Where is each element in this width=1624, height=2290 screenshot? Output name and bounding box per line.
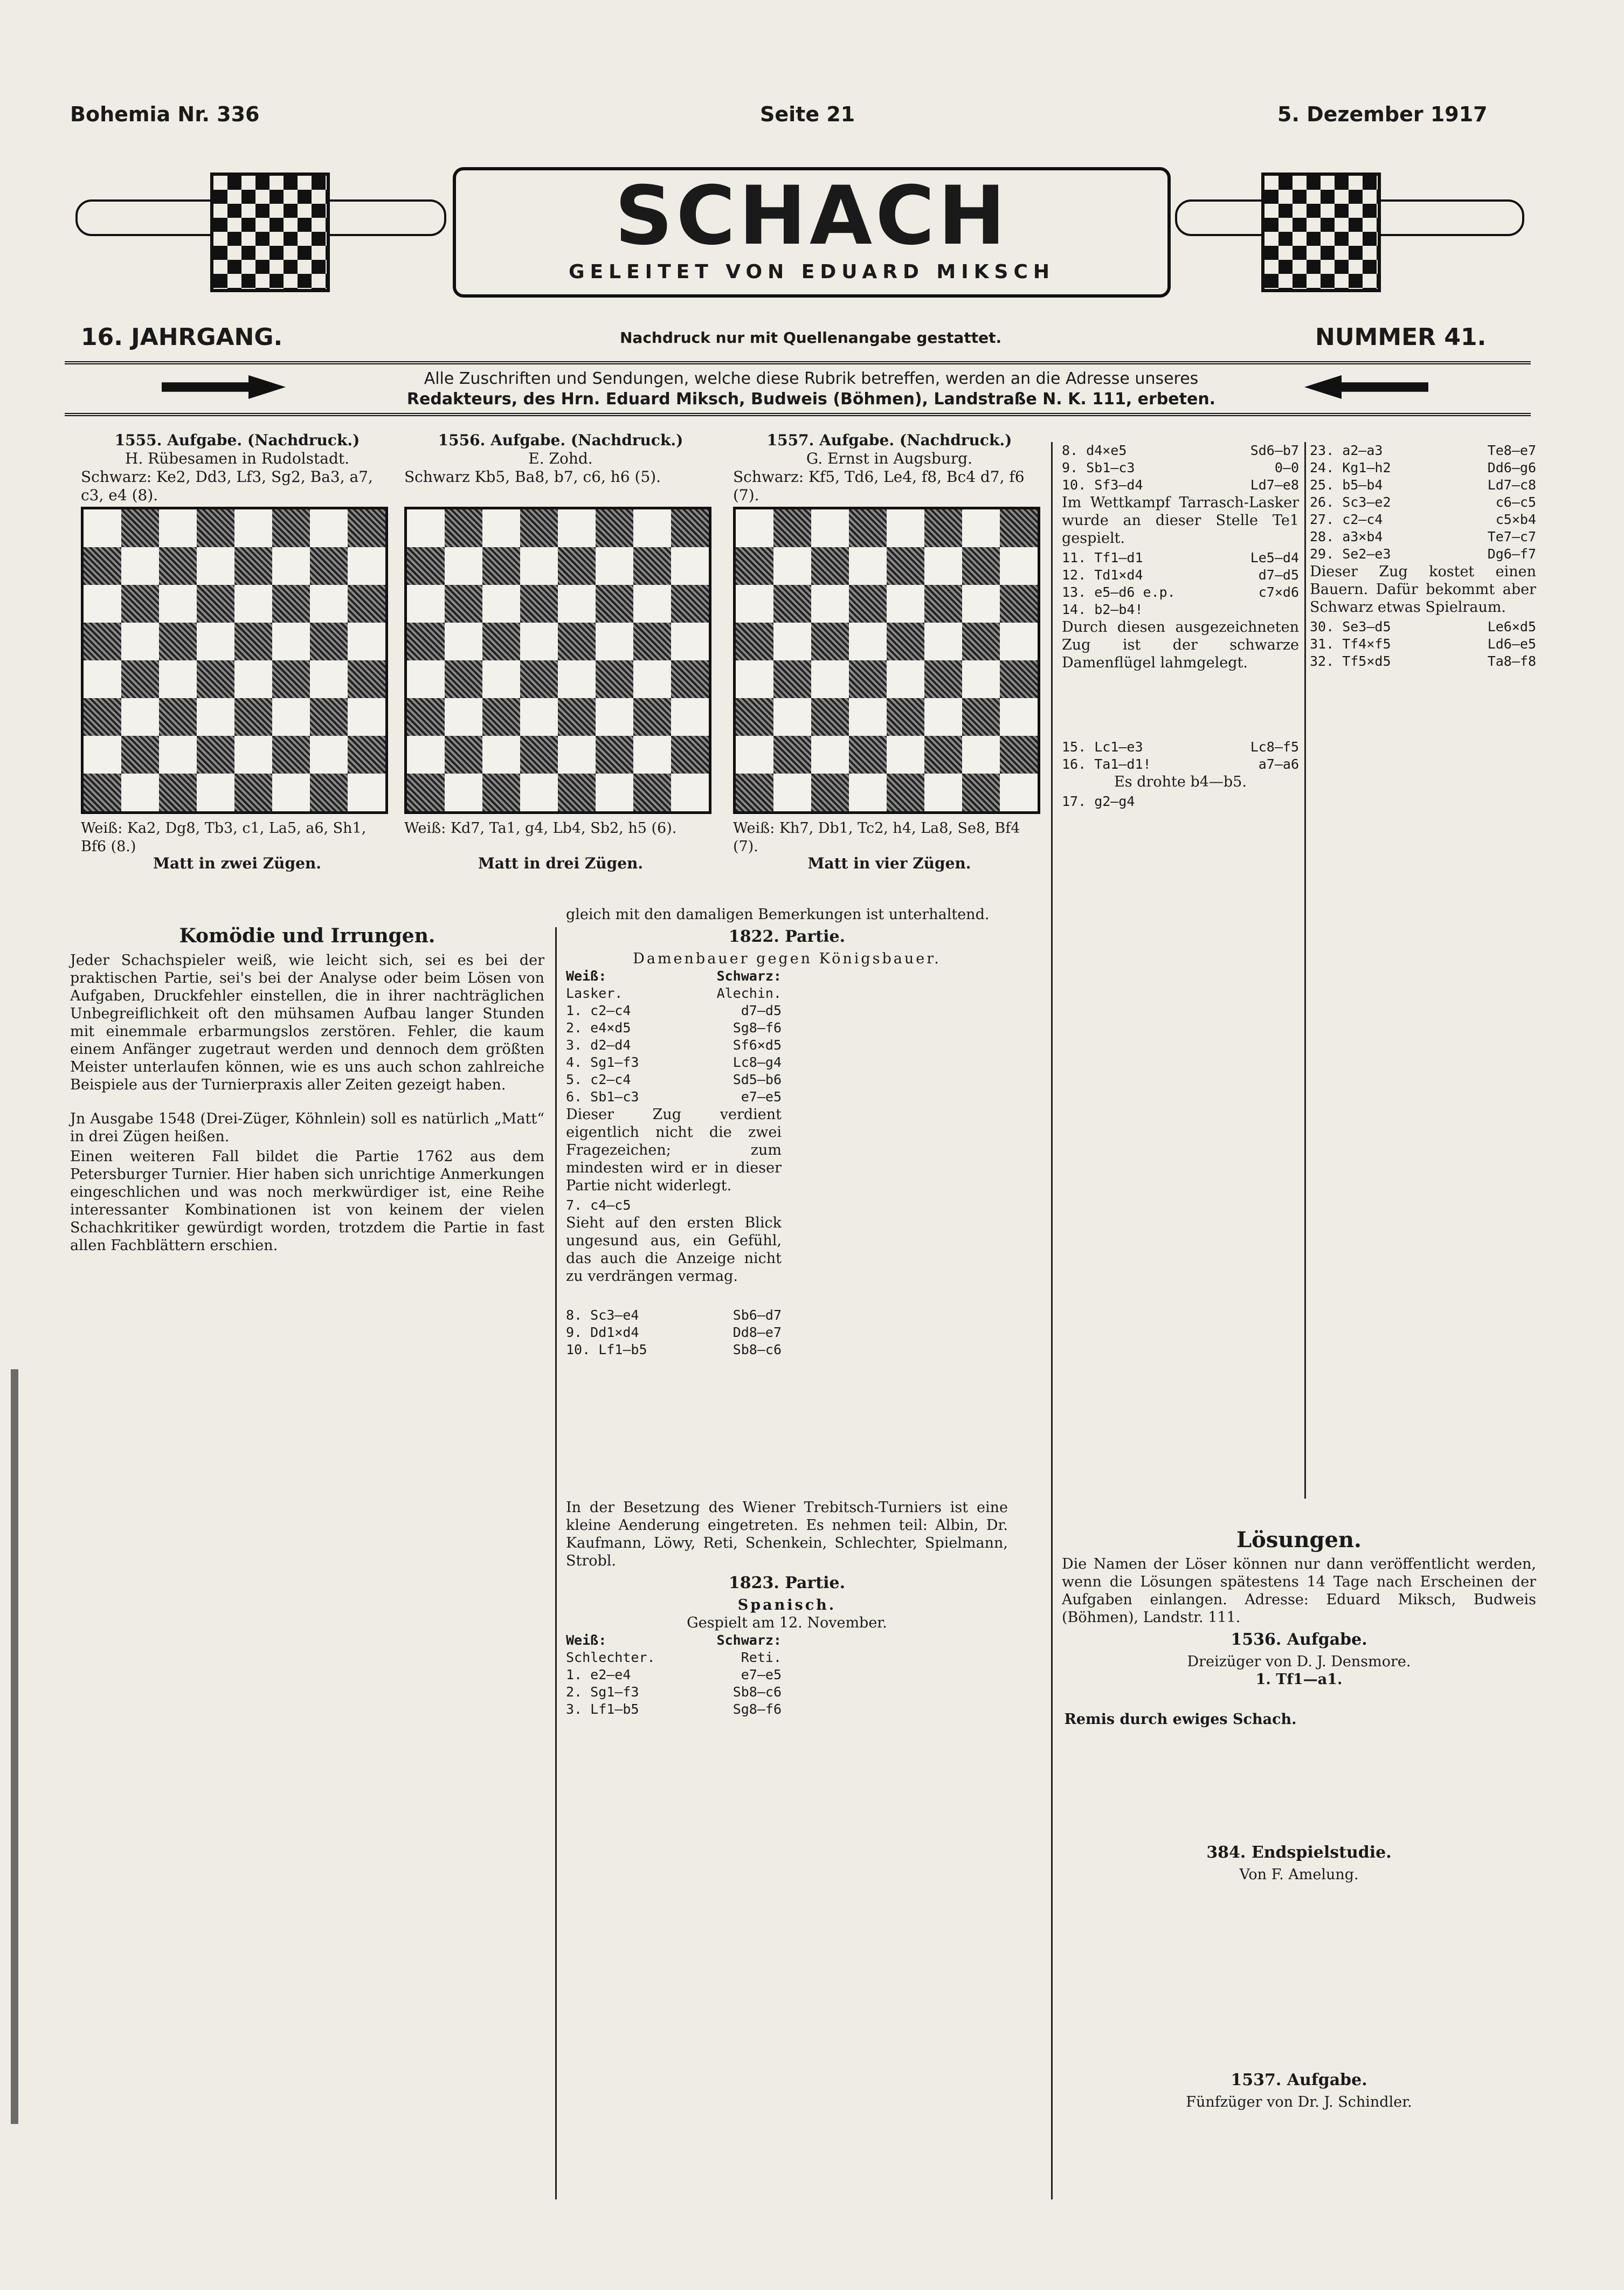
board-square <box>348 736 385 774</box>
column-divider <box>1304 442 1306 1499</box>
board-square <box>121 698 159 736</box>
board-square <box>520 774 558 811</box>
article-paragraph: Jeder Schachspieler weiß, wie leicht sich, sei es bei der praktischen Partie, sei's bei der Analyse oder beim Lösen von Aufgaben, Druckfehler einstellen, die in ihrer nachträglichen Unbegreiflichkeit oft den mühsamen Aufbau langer Stunden mit einemmale erbarmungslos zerstören. Fehler, die kaum einem Anfänger zugetraut werden und dennoch dem größten Meister unterlaufen können, wie es uns auch schon zahlreiche Beispiele aus der Turnierpraxis aller Zeiten gezeigt haben. <box>70 952 544 1093</box>
board-square <box>1000 623 1038 660</box>
board-square <box>633 698 671 736</box>
board-square <box>197 585 234 623</box>
problem-1555-header: 1555. Aufgabe. (Nachdruck.) H. Rübesamen in Rudolstadt. Schwarz: Ke2, Dd3, Lf3, Sg2, Ba3, a7, c3, e4 (8). <box>81 431 373 504</box>
board-square <box>407 774 445 811</box>
game-title: 1822. Partie. <box>728 927 846 946</box>
move-row: 30. Se3—d5 Le6×d5 <box>1310 619 1536 634</box>
player-names: Schlechter. Reti. <box>566 1650 782 1665</box>
solution-title: 384. Endspielstudie. <box>1206 1843 1392 1862</box>
tournament-note: In der Besetzung des Wiener Trebitsch-Turniers ist eine kleine Aenderung eingetreten. Es nehmen teil: Albin, Dr. Kaufmann, Löwy, Reti, Schenkein, Schlechter, Spielmann, Strobl. <box>566 1499 1008 1569</box>
board-square <box>121 774 159 811</box>
board-square <box>849 623 887 660</box>
board-square <box>633 736 671 774</box>
solution-title: 1537. Aufgabe. <box>1231 2071 1367 2089</box>
issue-label: Bohemia Nr. 336 <box>70 102 260 126</box>
board-square <box>1000 774 1038 811</box>
board-square <box>811 660 849 698</box>
board-square <box>197 623 234 660</box>
board-square <box>736 660 773 698</box>
annotation: Im Wettkampf Tarrasch-Lasker wurde an dieser Stelle Te1 gespielt. <box>1062 494 1299 547</box>
move-row: 25. b5—b4 Ld7—c8 <box>1310 477 1536 493</box>
board-square <box>348 698 385 736</box>
board-square <box>887 623 924 660</box>
board-square <box>924 509 962 547</box>
article-komoedie <box>70 927 544 1257</box>
move-row: 5. c2—c4 Sd5—b6 <box>566 1072 782 1087</box>
move-row: 7. c4—c5 <box>566 1197 631 1213</box>
board-square <box>445 623 482 660</box>
move-row: 16. Ta1—d1! a7—a6 <box>1062 756 1299 772</box>
board-square <box>348 660 385 698</box>
board-square <box>445 774 482 811</box>
solution-subtitle: Dreizüger von D. J. Densmore. <box>1187 1653 1411 1670</box>
board-square <box>1000 736 1038 774</box>
board-square <box>962 736 1000 774</box>
section-title: SCHACH <box>614 169 1009 263</box>
board-square <box>962 698 1000 736</box>
board-square <box>121 509 159 547</box>
move-row: 26. Sc3—e2 c6—c5 <box>1310 494 1536 510</box>
board-square <box>558 774 596 811</box>
board-square <box>887 509 924 547</box>
board-square <box>736 547 773 585</box>
move-row: 29. Se2—e3 Dg6—f7 <box>1310 546 1536 562</box>
board-square <box>596 623 633 660</box>
board-square <box>348 585 385 623</box>
chessboard-1557 <box>733 507 1040 814</box>
board-square <box>348 509 385 547</box>
board-square <box>849 585 887 623</box>
annotation: Durch diesen ausgezeichneten Zug ist der schwarze Damenflügel lahmgelegt. <box>1062 619 1299 671</box>
board-square <box>962 774 1000 811</box>
board-square <box>159 774 197 811</box>
volume-label: 16. JAHRGANG. <box>81 323 283 351</box>
board-square <box>121 736 159 774</box>
board-square <box>671 547 709 585</box>
board-square <box>234 509 272 547</box>
board-square <box>310 623 348 660</box>
board-square <box>121 660 159 698</box>
board-square <box>773 698 811 736</box>
board-square <box>234 698 272 736</box>
chessboard-1556 <box>404 507 711 814</box>
game-column <box>566 906 1008 1718</box>
board-square <box>736 774 773 811</box>
board-square <box>887 774 924 811</box>
page-number: Seite 21 <box>760 102 855 126</box>
board-square <box>671 509 709 547</box>
game-date: Gespielt am 12. November. <box>687 1615 887 1631</box>
board-square <box>159 736 197 774</box>
board-square <box>849 660 887 698</box>
board-square <box>234 547 272 585</box>
problem-1555-task: Matt in zwei Zügen. <box>153 854 321 872</box>
board-square <box>633 509 671 547</box>
solution-subtitle: Fünfzüger von Dr. J. Schindler. <box>1186 2094 1412 2110</box>
board-square <box>482 736 520 774</box>
board-square <box>407 547 445 585</box>
player-colors: Weiß: Schwarz: <box>566 968 782 984</box>
board-square <box>1000 660 1038 698</box>
annotation: Es drohte b4—b5. <box>1114 774 1247 790</box>
board-square <box>558 547 596 585</box>
move-row: 17. g2—g4 <box>1062 794 1135 809</box>
board-square <box>197 660 234 698</box>
board-square <box>962 585 1000 623</box>
article-paragraph: Einen weiteren Fall bildet die Partie 1762 aus dem Petersburger Turnier. Hier haben sich unrichtige Anmerkungen eingeschlichen und was noch merkwürdiger ist, eine Reihe interessanter Kombinationen ist von keinem der vielen Schachkritiker gewürdigt worden, trotzdem die Partie in fast allen Fachblättern erschien. <box>70 1148 544 1254</box>
board-square <box>849 736 887 774</box>
board-square <box>482 585 520 623</box>
board-square <box>596 547 633 585</box>
move-row: 15. Lc1—e3 Lc8—f5 <box>1062 739 1299 755</box>
problem-1557-task: Matt in vier Zügen. <box>807 854 971 872</box>
player-names: Lasker. Alechin. <box>566 985 782 1001</box>
board-square <box>121 547 159 585</box>
notice-text: Alle Zuschriften und Sendungen, welche diese Rubrik betreffen, werden an die Adresse unseres Redakteurs, des Hrn. Eduard Miksch, Budweis (Böhmen), Landstraße N. K. 111, erbeten. <box>406 369 1216 409</box>
board-square <box>962 547 1000 585</box>
board-square <box>811 736 849 774</box>
move-row: 2. e4×d5 Sg8—f6 <box>566 1020 782 1036</box>
move-row: 1. c2—c4 d7—d5 <box>566 1003 782 1018</box>
board-square <box>84 623 121 660</box>
board-square <box>272 698 310 736</box>
board-square <box>407 509 445 547</box>
board-square <box>234 623 272 660</box>
board-square <box>596 660 633 698</box>
game-opening: Damenbauer gegen Königsbauer. <box>633 950 941 967</box>
board-square <box>633 585 671 623</box>
info-row <box>81 323 1525 361</box>
board-square <box>159 585 197 623</box>
board-square <box>197 509 234 547</box>
move-row: 12. Td1×d4 d7—d5 <box>1062 567 1299 583</box>
board-square <box>924 774 962 811</box>
running-head <box>70 102 1520 140</box>
board-square <box>773 660 811 698</box>
date-label: 5. Dezember 1917 <box>1277 102 1488 126</box>
problem-1557-header: 1557. Aufgabe. (Nachdruck.) G. Ernst in Augsburg. Schwarz: Kf5, Td6, Le4, f8, Bc4 d7, f6 (7). <box>733 431 1025 504</box>
board-square <box>558 585 596 623</box>
board-square <box>234 736 272 774</box>
board-square <box>773 623 811 660</box>
board-square <box>887 585 924 623</box>
board-square <box>272 509 310 547</box>
board-square <box>924 736 962 774</box>
intro-text: gleich mit den damaligen Bemerkungen ist unterhaltend. <box>566 906 990 923</box>
page-edge-shadow <box>11 1369 18 2124</box>
board-square <box>482 774 520 811</box>
move-row: 1. e2—e4 e7—e5 <box>566 1667 782 1682</box>
board-square <box>407 585 445 623</box>
problem-1556-header: 1556. Aufgabe. (Nachdruck.) E. Zohd. Schwarz Kb5, Ba8, b7, c6, h6 (5). <box>404 431 683 486</box>
newspaper-page <box>32 22 1592 2268</box>
move-row: 3. Lf1—b5 Sg8—f6 <box>566 1701 782 1717</box>
board-square <box>407 660 445 698</box>
board-square <box>671 698 709 736</box>
board-square <box>924 585 962 623</box>
problem-1555-footer: Weiß: Ka2, Dg8, Tb3, c1, La5, a6, Sh1, Bf6 (8.) <box>81 820 367 855</box>
board-square <box>671 736 709 774</box>
board-square <box>736 623 773 660</box>
board-square <box>736 698 773 736</box>
board-square <box>84 547 121 585</box>
annotation: Dieser Zug kostet einen Bauern. Dafür bekommt aber Schwarz etwas Spielraum. <box>1310 563 1536 616</box>
board-square <box>272 736 310 774</box>
board-square <box>671 660 709 698</box>
board-square <box>310 698 348 736</box>
board-square <box>520 509 558 547</box>
board-square <box>773 736 811 774</box>
board-square <box>596 585 633 623</box>
board-square <box>197 736 234 774</box>
board-square <box>272 623 310 660</box>
solution-title: 1536. Aufgabe. <box>1231 1630 1367 1649</box>
board-square <box>924 698 962 736</box>
board-square <box>811 698 849 736</box>
reprint-note: Nachdruck nur mit Quellenangabe gestattet. <box>620 329 1002 347</box>
move-row: 11. Tf1—d1 Le5—d4 <box>1062 550 1299 565</box>
board-square <box>596 774 633 811</box>
article-paragraph: Jn Ausgabe 1548 (Drei-Züger, Köhnlein) soll es natürlich „Matt“ in drei Zügen heißen. <box>70 1110 544 1145</box>
board-square <box>1000 547 1038 585</box>
board-square <box>924 547 962 585</box>
board-square <box>520 623 558 660</box>
right-chessboard-ornament <box>1261 173 1381 292</box>
board-square <box>348 547 385 585</box>
board-square <box>962 509 1000 547</box>
board-square <box>1000 585 1038 623</box>
board-square <box>84 774 121 811</box>
board-square <box>811 547 849 585</box>
board-square <box>924 623 962 660</box>
move-row: 10. Lf1—b5 Sb8—c6 <box>566 1342 782 1357</box>
board-square <box>736 736 773 774</box>
board-square <box>1000 698 1038 736</box>
board-square <box>84 585 121 623</box>
move-row: 4. Sg1—f3 Lc8—g4 <box>566 1054 782 1070</box>
board-square <box>520 585 558 623</box>
board-square <box>596 509 633 547</box>
board-square <box>633 660 671 698</box>
board-square <box>849 547 887 585</box>
column-divider <box>555 927 557 2199</box>
board-square <box>272 547 310 585</box>
solution-key: 1. Tf1—a1. <box>1255 1671 1343 1688</box>
board-square <box>197 774 234 811</box>
move-row: 10. Sf3—d4 Ld7—e8 <box>1062 477 1299 493</box>
board-square <box>445 660 482 698</box>
board-square <box>558 509 596 547</box>
move-row: 14. b2—b4! <box>1062 602 1143 617</box>
board-square <box>558 698 596 736</box>
move-row: 3. d2—d4 Sf6×d5 <box>566 1037 782 1053</box>
player-colors: Weiß: Schwarz: <box>566 1632 782 1648</box>
board-square <box>773 585 811 623</box>
board-square <box>736 509 773 547</box>
board-square <box>310 585 348 623</box>
board-square <box>811 509 849 547</box>
board-square <box>633 547 671 585</box>
board-square <box>445 509 482 547</box>
board-square <box>197 547 234 585</box>
board-square <box>520 698 558 736</box>
move-row: 24. Kg1—h2 Dd6—g6 <box>1310 460 1536 475</box>
board-square <box>558 660 596 698</box>
board-square <box>849 774 887 811</box>
board-square <box>633 623 671 660</box>
board-square <box>445 585 482 623</box>
board-square <box>310 509 348 547</box>
board-square <box>482 660 520 698</box>
board-square <box>671 585 709 623</box>
board-square <box>445 698 482 736</box>
board-square <box>234 660 272 698</box>
board-square <box>84 509 121 547</box>
board-square <box>310 547 348 585</box>
board-square <box>773 774 811 811</box>
board-square <box>407 698 445 736</box>
board-square <box>310 774 348 811</box>
board-square <box>520 736 558 774</box>
board-square <box>234 585 272 623</box>
board-square <box>1000 509 1038 547</box>
article-heading: Komödie und Irrungen. <box>179 925 436 947</box>
board-square <box>310 660 348 698</box>
board-square <box>159 698 197 736</box>
board-square <box>558 623 596 660</box>
board-square <box>633 774 671 811</box>
solutions-intro: Die Namen der Löser können nur dann veröffentlicht werden, wenn die Lösungen spätestens 14 Tage nach Erscheinen der Aufgaben einlangen. Adresse: Eduard Miksch, Budweis (Böhmen), Landstr. 111. <box>1062 1556 1536 1626</box>
game-opening: Spanisch. <box>737 1597 837 1613</box>
board-square <box>773 509 811 547</box>
board-square <box>482 698 520 736</box>
board-square <box>348 623 385 660</box>
board-square <box>310 736 348 774</box>
move-row: 31. Tf4×f5 Ld6—e5 <box>1310 636 1536 652</box>
board-square <box>887 736 924 774</box>
move-row: 8. Sc3—e4 Sb6—d7 <box>566 1307 782 1323</box>
board-square <box>407 736 445 774</box>
chessboard-1555 <box>81 507 388 814</box>
board-square <box>234 774 272 811</box>
board-square <box>736 585 773 623</box>
board-square <box>671 623 709 660</box>
move-row: 8. d4×e5 Sd6—b7 <box>1062 443 1299 458</box>
board-square <box>887 547 924 585</box>
board-square <box>272 774 310 811</box>
board-square <box>887 660 924 698</box>
board-square <box>159 623 197 660</box>
move-row: 9. Dd1×d4 Dd8—e7 <box>566 1325 782 1340</box>
move-row: 28. a3×b4 Te7—c7 <box>1310 529 1536 544</box>
move-row: 2. Sg1—f3 Sb8—c6 <box>566 1684 782 1700</box>
solutions-section <box>1062 1527 1536 2111</box>
board-square <box>962 623 1000 660</box>
annotation: Sieht auf den ersten Blick ungesund aus, ein Gefühl, das auch die Anzeige nicht zu verdrängen vermag. <box>566 1215 782 1285</box>
left-chessboard-ornament <box>210 173 330 292</box>
title-box <box>453 167 1171 298</box>
board-square <box>159 509 197 547</box>
board-square <box>811 774 849 811</box>
pointing-hand-icon <box>162 375 286 399</box>
game-end-column <box>1310 442 1536 670</box>
board-square <box>272 585 310 623</box>
board-square <box>159 660 197 698</box>
section-subtitle: GELEITET VON EDUARD MIKSCH <box>569 261 1055 283</box>
board-square <box>445 736 482 774</box>
board-square <box>445 547 482 585</box>
move-row: 9. Sb1—c3 0—0 <box>1062 460 1299 475</box>
pointing-hand-icon <box>1304 375 1428 399</box>
column-divider <box>1051 442 1053 2199</box>
board-square <box>482 623 520 660</box>
solutions-heading: Lösungen. <box>1236 1527 1362 1553</box>
board-square <box>84 660 121 698</box>
board-square <box>924 660 962 698</box>
board-square <box>849 509 887 547</box>
board-square <box>272 660 310 698</box>
masthead <box>65 146 1531 318</box>
board-square <box>407 623 445 660</box>
move-row: 23. a2—a3 Te8—e7 <box>1310 443 1536 458</box>
board-square <box>962 660 1000 698</box>
problem-1556-task: Matt in drei Zügen. <box>478 854 644 872</box>
solution-subtitle: Von F. Amelung. <box>1239 1866 1359 1883</box>
board-square <box>520 660 558 698</box>
board-square <box>520 547 558 585</box>
board-square <box>596 736 633 774</box>
board-square <box>84 736 121 774</box>
board-square <box>159 547 197 585</box>
move-row: 27. c2—c4 c5×b4 <box>1310 512 1536 527</box>
board-square <box>84 698 121 736</box>
board-square <box>121 585 159 623</box>
result-note: Remis durch ewiges Schach. <box>1064 1711 1297 1728</box>
board-square <box>482 547 520 585</box>
board-square <box>811 585 849 623</box>
game-title: 1823. Partie. <box>728 1574 846 1592</box>
board-square <box>887 698 924 736</box>
board-square <box>558 736 596 774</box>
problem-1557-footer: Weiß: Kh7, Db1, Tc2, h4, La8, Se8, Bf4 (7). <box>733 820 1020 855</box>
board-square <box>849 698 887 736</box>
board-square <box>482 509 520 547</box>
board-square <box>671 774 709 811</box>
board-square <box>811 623 849 660</box>
move-row: 6. Sb1—c3 e7—e5 <box>566 1089 782 1105</box>
board-square <box>121 623 159 660</box>
board-square <box>773 547 811 585</box>
board-square <box>197 698 234 736</box>
board-square <box>348 774 385 811</box>
move-row: 32. Tf5×d5 Ta8—f8 <box>1310 653 1536 669</box>
move-row: 13. e5—d6 e.p. c7×d6 <box>1062 584 1299 600</box>
editor-notice <box>65 361 1531 416</box>
problem-1556-footer: Weiß: Kd7, Ta1, g4, Lb4, Sb2, h5 (6). <box>404 820 677 837</box>
board-square <box>596 698 633 736</box>
annotation: Dieser Zug verdient eigentlich nicht die zwei Fragezeichen; zum mindesten wird er in dieser Partie nicht widerlegt. <box>566 1106 782 1194</box>
number-label: NUMMER 41. <box>1315 323 1487 351</box>
